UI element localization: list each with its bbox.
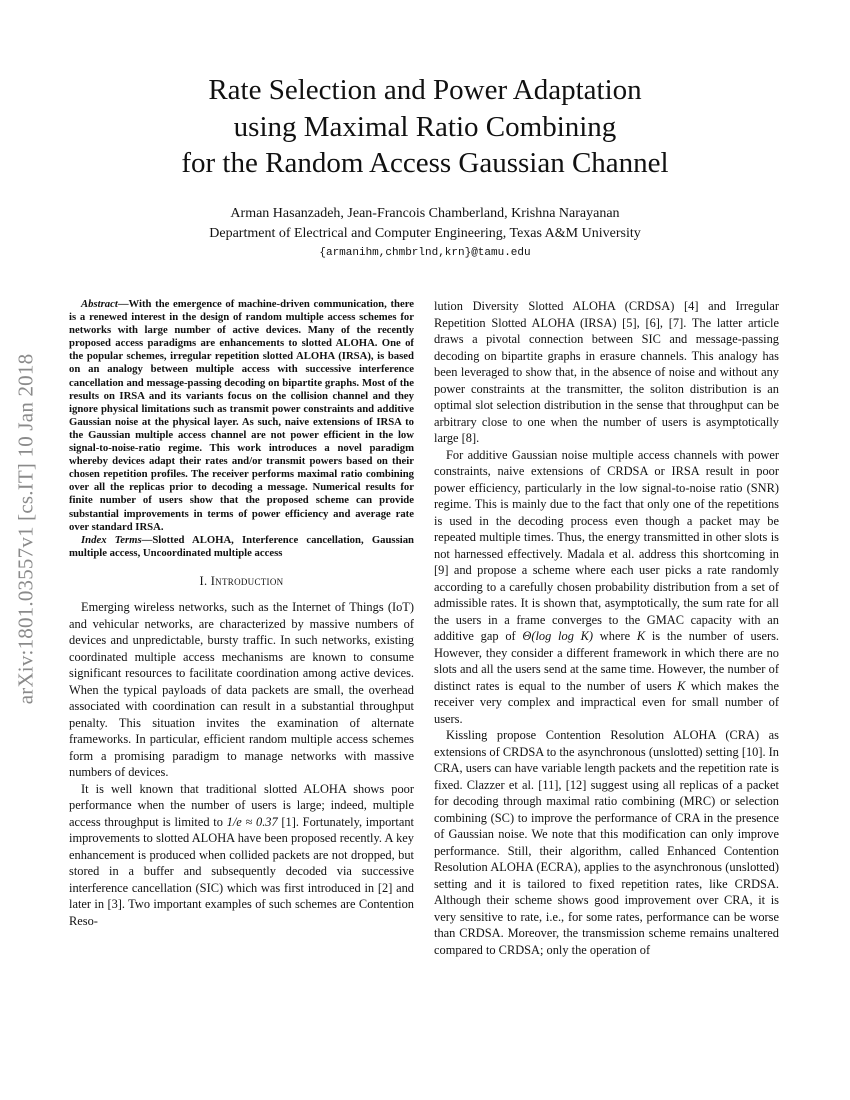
right-column — [434, 298, 779, 958]
abstract-label: Abstract — [81, 298, 118, 310]
author-emails: {armanihm,chmbrlnd,krn}@tamu.edu — [319, 247, 531, 259]
body-paragraph: For additive Gaussian noise multiple access channels with power constraints, naive extensions of CRDSA or IRSA result in poor power efficiency, particularly in the low signal-to-noise ratio (SNR) regime. This is mainly due to the fact that only one of the repetitions is used in the decoding process even though a packet may be repeated multiple times. Thus, the energy transmitted in other slots is not harnessed effectively. Madala et al. address this shortcoming in [9] and propose a scheme where each user picks a rate randomly according to a carefully chosen probability distribution from a set of admissible rates. It is shown that, asymptotically, the sum rate for all the users in a frame converges to the GMAC capacity with an additive gap of Θ(log log K) where K is the number of users. However, they consider a different framework in which there are no slots and all the users send at the same time. However, the number of distinct rates is equal to the number of users K which makes the receiver very complex and impractical even for small number of users. — [434, 447, 780, 726]
abstract-text: —With the emergence of machine-driven communication, there is a renewed interest in the design of random multiple access schemes for networks with large number of active devices. Many of the recently proposed access paradigms are enhancements to slotted ALOHA. One of the popular schemes, irregular repetition slotted ALOHA (IRSA), is based on an analogy between multiple access with successive interference cancellation and message-passing decoding on bipartite graphs. Most of the results on IRSA and its variants focus on the collision channel and they ignore physical limitations such as transmit power constraints and additive Gaussian noise at the physical layer. As such, naive extensions of IRSA to the Gaussian multiple access channel are not power efficient in the low signal-to-noise-ratio regime. This work introduces a novel paradigm whereby devices adapt their rates and/or transmit powers based on their chosen repetition profiles. The receiver performs maximal ratio combining over all the replicas prior to decoding a message. Numerical results for finite number of users show that the proposed scheme can provide substantial improvements in terms of power efficiency and average rate over standard IRSA. — [69, 298, 414, 533]
body-paragraph: Kissling propose Contention Resolution ALOHA (CRA) as extensions of CRDSA to the asynchronous (unslotted) setting [10]. In CRA, users can have variable length packets and the repetition rate is fixed. Clazzer et al. [11], [12] suggest using all replicas of a packet for decoding through maximal ratio combining (MRC) or selection combining (SC) to improve the performance of CRA in the presence of Gaussian noise. We note that this modification can only improve performance. Still, their algorithm, called Enhanced Contention Resolution ALOHA (ECRA), applies to the asynchronous (unslotted) setting and it is tailored to fixed repetition rates, like CRDSA. Although their scheme shows good improvement over CRA, it is very sensitive to rate, i.e., for some rates, performance can be worse than CRDSA. Moreover, the transmission scheme remains unaltered compared to CRDSA; only the operation of — [434, 728, 779, 957]
body-paragraph: It is well known that traditional slotted ALOHA shows poor performance when the number of users is large; indeed, multiple access throughput is limited to 1/e ≈ 0.37 [1]. Fortunately, important improvements to slotted ALOHA have been proposed recently. A key enhancement is produced when collided packets are not dropped, but stored in a buffer and subsequently decoded via successive interference cancellation (SIC) which was first introduced in [2] and later in [3]. Two important examples of such schemes are Contention Reso- — [69, 781, 414, 928]
body-paragraph: Emerging wireless networks, such as the Internet of Things (IoT) and vehicular networks, are characterized by massive numbers of devices and unpredictable, bursty traffic. In such networks, existing coordinated multiple access mechanisms are known to consume significant resources to facilitate coordination among active devices. When the typical payloads of data packets are small, the overhead associated with coordination can result in a substantial throughput penalty. This situation invites the examination of alternate frameworks. In particular, efficient random multiple access schemes form a promising paradigm to manage networks with massive numbers of devices. — [69, 600, 414, 780]
inline-math: Θ(log log K) — [522, 629, 594, 643]
title-line: Rate Selection and Power Adaptation — [208, 74, 642, 106]
index-terms-label: Index Terms — [81, 533, 142, 546]
section-heading-introduction: I. Introduction — [199, 573, 284, 588]
paper-title — [100, 72, 750, 182]
arxiv-identifier: arXiv:1801.03557v1 [cs.IT] 10 Jan 2018 — [13, 353, 38, 705]
inline-math: K — [636, 629, 646, 643]
title-line: for the Random Access Gaussian Channel — [181, 147, 669, 179]
body-paragraph: lution Diversity Slotted ALOHA (CRDSA) [4] and Irregular Repetition Slotted ALOHA (IRSA) [5], [6], [7]. The latter article draws a pivotal connection between SIC and message-passing decoding on bipartite graphs in erasure channels. This analogy has been leveraged to show that, in the absence of noise and without any power constraints at the transmitter, the soliton distribution is an optimal slot selection distribution in the sense that throughput can be arbitrary close to one when the number of users is asymptotically large [8]. — [434, 299, 779, 445]
inline-math: 1/e ≈ 0.37 — [226, 814, 278, 829]
index-terms — [69, 534, 414, 560]
author-list: Arman Hasanzadeh, Jean-Francois Chamberland, Krishna Narayanan — [230, 206, 620, 221]
affiliation: Department of Electrical and Computer Engineering, Texas A&M University — [209, 226, 641, 241]
left-column — [69, 298, 414, 929]
index-terms-text: —Slotted ALOHA, Interference cancellation, Gaussian multiple access, Uncoordinated multiple access — [69, 533, 414, 559]
inline-math: K — [677, 678, 686, 693]
title-line: using Maximal Ratio Combining — [233, 110, 617, 143]
abstract — [69, 298, 414, 534]
